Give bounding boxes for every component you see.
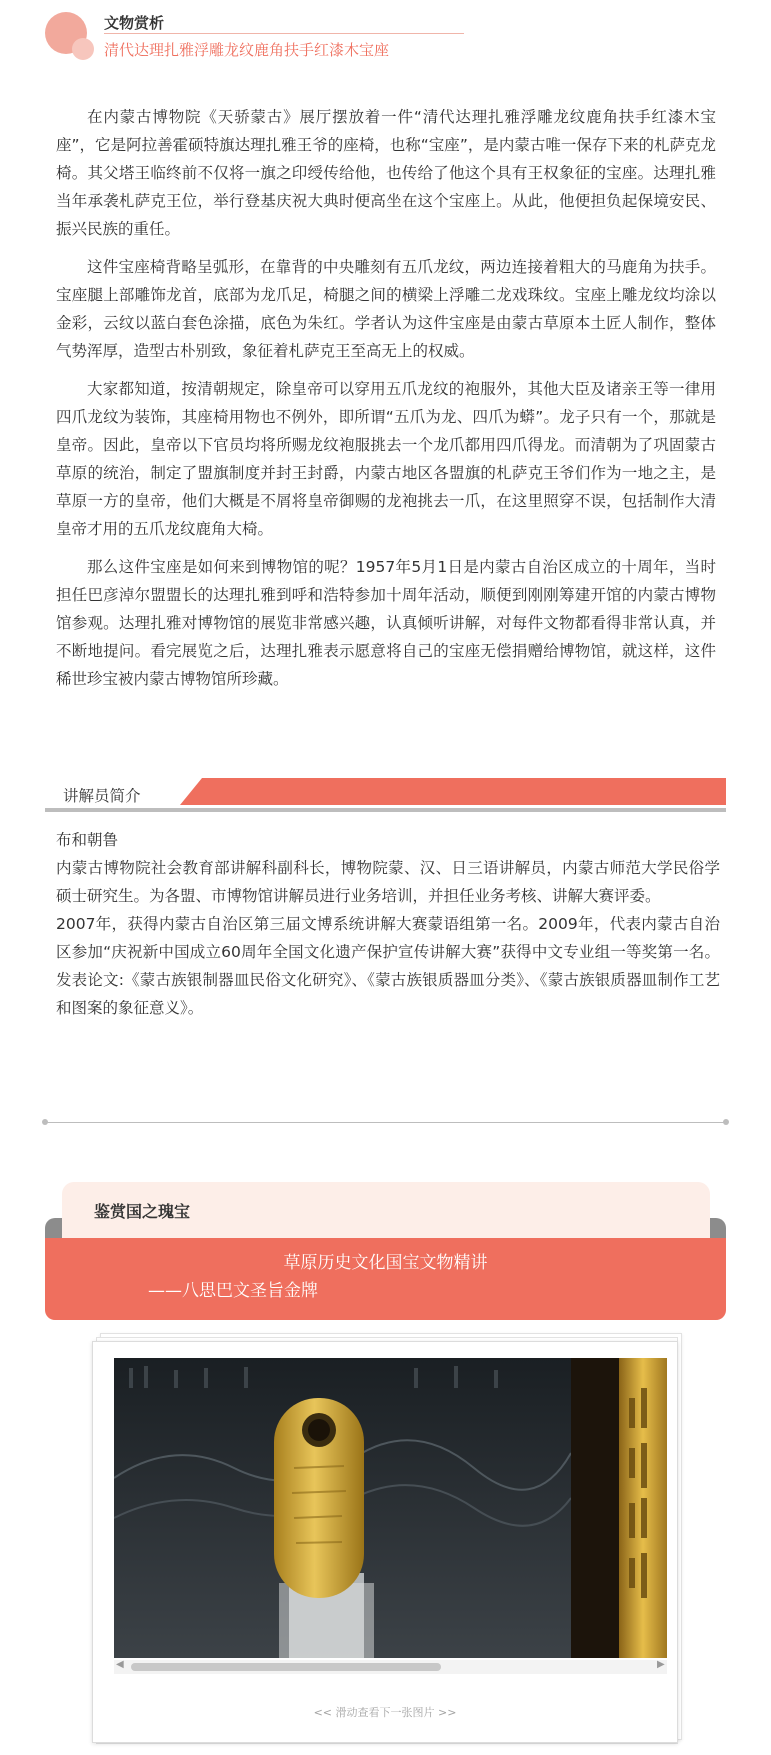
- divider-dot-right: [723, 1119, 729, 1125]
- section-divider: [45, 1122, 726, 1123]
- gallery-photo-next[interactable]: [571, 1358, 667, 1658]
- gallery-photo-golden-paiza[interactable]: [114, 1358, 571, 1658]
- guide-intro: [56, 826, 720, 1022]
- gallery-scrollbar-thumb[interactable]: [131, 1663, 441, 1671]
- guide-bio: 内蒙古博物院社会教育部讲解科副科长，博物院蒙、汉、日三语讲解员，内蒙古师范大学民俗学硕士研究生。为各盟、市博物馆讲解员进行业务培训，并担任业务考核、讲解大赛评委。: [56, 859, 720, 905]
- article-paragraph: 在内蒙古博物院《天骄蒙古》展厅摆放着一件“清代达理扎雅浮雕龙纹鹿角扶手红漆木宝座”，它是阿拉善霍硕特旗达理扎雅王爷的座椅，也称“宝座”，是内蒙古唯一保存下来的札萨克龙椅。其父塔王临终前不仅将一旗之印绶传给他，也传给了他这个具有王权象征的宝座。达理扎雅当年承袭札萨克王位，举行登基庆祝大典时便高坐在这个宝座上。从此，他便担负起保境安民、振兴民族的重任。: [56, 108, 716, 238]
- golden-paiza-closeup: [571, 1358, 667, 1658]
- article-body: [56, 103, 716, 703]
- guide-header-ribbon: [180, 778, 726, 805]
- guide-header-bar: [45, 808, 726, 812]
- feature-tab-title: 鉴赏国之瑰宝: [94, 1202, 191, 1221]
- divider-dot-left: [42, 1119, 48, 1125]
- feature-banner: [45, 1238, 726, 1320]
- header-divider: [104, 33, 464, 34]
- scrollbar-right-arrow-icon[interactable]: ▶: [657, 1659, 665, 1670]
- guide-section-header: [45, 778, 726, 812]
- scrollbar-left-arrow-icon[interactable]: ◀: [116, 1659, 124, 1670]
- guide-awards: 2007年，获得内蒙古自治区第三届文博系统讲解大赛蒙语组第一名。2009年，代表内蒙古自治区参加“庆祝新中国成立60周年全国文化遗产保护宣传讲解大赛”获得中文专业组一等奖第一名。发表论文:《蒙古族银制器皿民俗文化研究》、《蒙古族银质器皿分类》、《蒙古族银质器皿制作工艺和图案的象征意义》。: [56, 915, 720, 1017]
- gallery-swipe-hint: << 滑动查看下一张图片 >>: [313, 1706, 457, 1719]
- article-paragraph: 这件宝座椅背略呈弧形，在靠背的中央雕刻有五爪龙纹，两边连接着粗大的马鹿角为扶手。宝座腿上部雕饰龙首，底部为龙爪足，椅腿之间的横梁上浮雕二龙戏珠纹。宝座上雕龙纹均涂以金彩，云纹以蓝白套色涂描，底色为朱红。学者认为这件宝座是由蒙古草原本土匠人制作，整体气势浑厚，造型古朴别致，象征着札萨克王至高无上的权威。: [56, 258, 716, 360]
- guide-name: 布和朝鲁: [56, 831, 119, 849]
- article-paragraph: 大家都知道，按清朝规定，除皇帝可以穿用五爪龙纹的袍服外，其他大臣及诸亲王等一律用四爪龙纹为装饰，其座椅用物也不例外，即所谓“五爪为龙、四爪为蟒”。龙子只有一个，那就是皇帝。因此，皇帝以下官员均将所赐龙纹袍服挑去一个龙爪都用四爪得龙。而清朝为了巩固蒙古草原的统治，制定了盟旗制度并封王封爵，内蒙古地区各盟旗的札萨克王爷们作为一地之主，是草原一方的皇帝，他们大概是不屑将皇帝御赐的龙袍挑去一爪，在这里照穿不误，包括制作大清皇帝才用的五爪龙纹鹿角大椅。: [56, 380, 716, 538]
- golden-paiza-illustration: [114, 1358, 571, 1658]
- feature-title: 草原历史文化国宝文物精讲: [283, 1253, 488, 1273]
- section-title: 文物赏析: [104, 14, 165, 32]
- header-circle-small: [72, 38, 94, 60]
- guide-section-label: 讲解员简介: [63, 787, 141, 805]
- article-paragraph: 那么这件宝座是如何来到博物馆的呢？1957年5月1日是内蒙古自治区成立的十周年，当时担任巴彦淖尔盟盟长的达理扎雅到呼和浩特参加十周年活动，顺便到刚刚筹建开馆的内蒙古博物馆参观。达理扎雅对博物馆的展览非常感兴趣，认真倾听讲解，对每件文物都看得非常认真，并不断地提问。看完展览之后，达理扎雅表示愿意将自己的宝座无偿捐赠给博物馆，就这样，这件稀世珍宝被内蒙古博物馆所珍藏。: [56, 558, 716, 688]
- article-title: 清代达理扎雅浮雕龙纹鹿角扶手红漆木宝座: [104, 41, 390, 59]
- feature-subtitle: ——八思巴文圣旨金牌: [148, 1281, 318, 1301]
